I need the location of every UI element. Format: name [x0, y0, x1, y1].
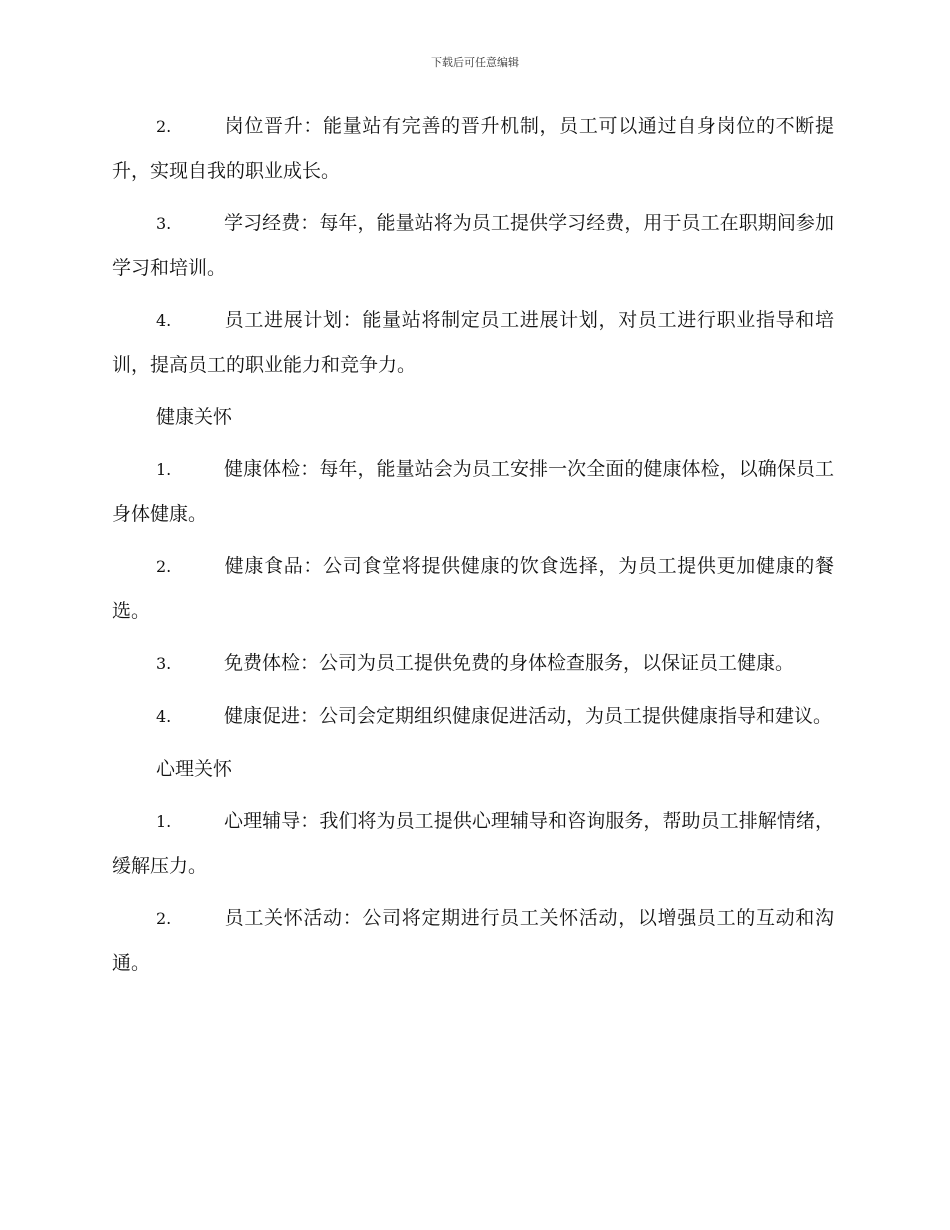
list-item-text: 免费体检：公司为员工提供免费的身体检查服务，以保证员工健康。 [224, 652, 795, 674]
list-item [112, 201, 834, 290]
list-item-number: 2. [156, 909, 172, 928]
section-heading-health: 健康关怀 [156, 406, 233, 428]
list-item [112, 799, 834, 888]
list-item [112, 896, 834, 985]
section-heading-mental: 心理关怀 [156, 758, 233, 780]
list-item-text: 健康体检：每年，能量站会为员工安排一次全面的健康体检，以确保员工身体健康。 [112, 458, 834, 525]
page-header: 下载后可任意编辑 [431, 56, 519, 69]
list-item-text: 岗位晋升：能量站有完善的晋升机制，员工可以通过自身岗位的不断提升，实现自我的职业成长。 [112, 115, 834, 182]
list-item-number: 1. [156, 460, 172, 479]
list-item [112, 447, 834, 536]
list-item-text: 心理辅导：我们将为员工提供心理辅导和咨询服务，帮助员工排解情绪，缓解压力。 [112, 810, 834, 877]
list-item-number: 1. [156, 812, 172, 831]
list-item-number: 2. [156, 117, 172, 136]
list-item-text: 员工进展计划：能量站将制定员工进展计划，对员工进行职业指导和培训，提高员工的职业能力和竞争力。 [112, 309, 834, 376]
list-item-text: 健康促进：公司会定期组织健康促进活动，为员工提供健康指导和建议。 [224, 705, 833, 727]
list-item-text: 员工关怀活动：公司将定期进行员工关怀活动，以增强员工的互动和沟通。 [112, 907, 834, 974]
list-item-number: 3. [156, 654, 172, 673]
list-item-text: 学习经费：每年，能量站将为员工提供学习经费，用于员工在职期间参加学习和培训。 [112, 212, 834, 279]
list-item-text: 健康食品：公司食堂将提供健康的饮食选择，为员工提供更加健康的餐选。 [112, 555, 834, 622]
list-item [112, 104, 834, 193]
document-body [112, 104, 834, 993]
list-item-number: 4. [156, 311, 172, 330]
list-item-number: 4. [156, 707, 172, 726]
list-item [112, 298, 834, 387]
list-item-number: 3. [156, 214, 172, 233]
list-item [112, 544, 834, 633]
list-item-number: 2. [156, 557, 172, 576]
list-item [112, 694, 834, 739]
list-item [112, 641, 834, 686]
